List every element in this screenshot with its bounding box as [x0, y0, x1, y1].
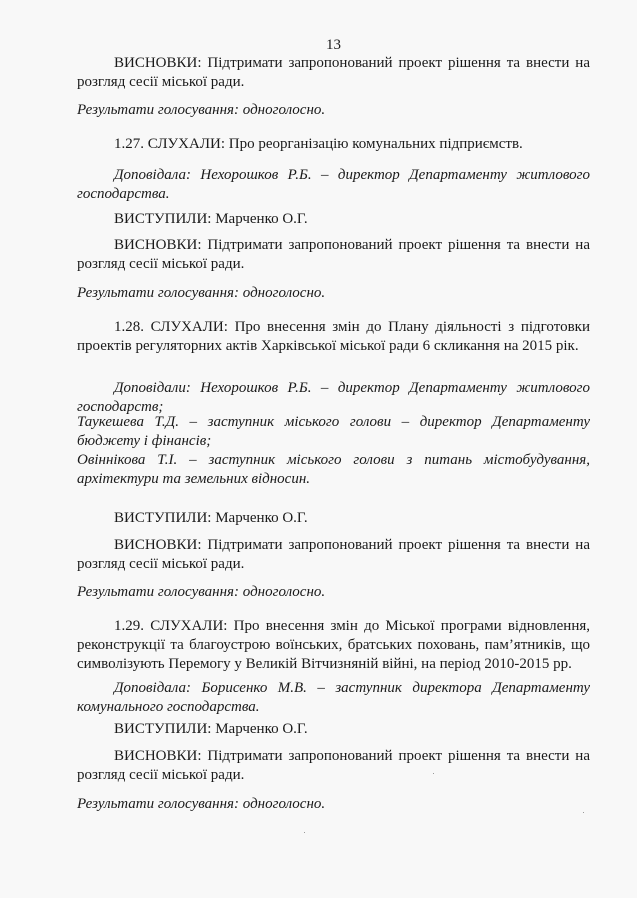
item-1-27-reported: Доповідала: Нехорошков Р.Б. – директор Департаменту житлового господарства. [77, 167, 590, 202]
scan-speck [583, 812, 584, 813]
vote-result: Результати голосування: одноголосно. [77, 102, 326, 118]
scan-speck [304, 832, 305, 833]
item-1-27-conclusions: ВИСНОВКИ: Підтримати запропонований проект рішення та внести на розгляд сесії міської ради. [77, 237, 590, 272]
item-1-28-reported-2: Таукешева Т.Д. – заступник міського голови – директор Департаменту бюджету і фінансів; [77, 414, 590, 449]
item-1-28-conclusions: ВИСНОВКИ: Підтримати запропонований проект рішення та внести на розгляд сесії міської ради. [77, 537, 590, 572]
conclusions-paragraph: ВИСНОВКИ: Підтримати запропонований проект рішення та внести на розгляд сесії міської ради. [77, 55, 590, 90]
page-number: 13 [326, 37, 341, 53]
item-1-29-vote-result: Результати голосування: одноголосно. [77, 796, 326, 812]
item-1-28-reported-1: Доповідали: Нехорошков Р.Б. – директор Департаменту житлового господарств; [77, 380, 590, 415]
item-1-28-reported-3: Овіннікова Т.І. – заступник міського голови з питань містобудування, архітектури та земельних відносин. [77, 452, 590, 487]
item-1-28-spoke: ВИСТУПИЛИ: Марченко О.Г. [114, 510, 308, 526]
item-1-28-heard: 1.28. СЛУХАЛИ: Про внесення змін до Плану діяльності з підготовки проектів регуляторних актів Харківської міської ради 6 скликання на 2015 рік. [77, 319, 590, 354]
item-1-29-reported: Доповідала: Борисенко М.В. – заступник директора Департаменту комунального господарства. [77, 680, 590, 715]
item-1-27-heard: 1.27. СЛУХАЛИ: Про реорганізацію комунальних підприємств. [114, 136, 523, 152]
item-1-27-spoke: ВИСТУПИЛИ: Марченко О.Г. [114, 211, 308, 227]
item-1-27-vote-result: Результати голосування: одноголосно. [77, 285, 326, 301]
item-1-28-vote-result: Результати голосування: одноголосно. [77, 584, 326, 600]
item-1-29-spoke: ВИСТУПИЛИ: Марченко О.Г. [114, 721, 308, 737]
scan-speck [433, 773, 434, 774]
item-1-29-heard: 1.29. СЛУХАЛИ: Про внесення змін до Міської програми відновлення, реконструкції та благоустрою воїнських, братських поховань, пам’ятників, що символізують Перемогу у Великій Вітчизняній війні, на період 2010-2015 рр. [77, 618, 590, 672]
item-1-29-conclusions: ВИСНОВКИ: Підтримати запропонований проект рішення та внести на розгляд сесії міської ради. [77, 748, 590, 783]
